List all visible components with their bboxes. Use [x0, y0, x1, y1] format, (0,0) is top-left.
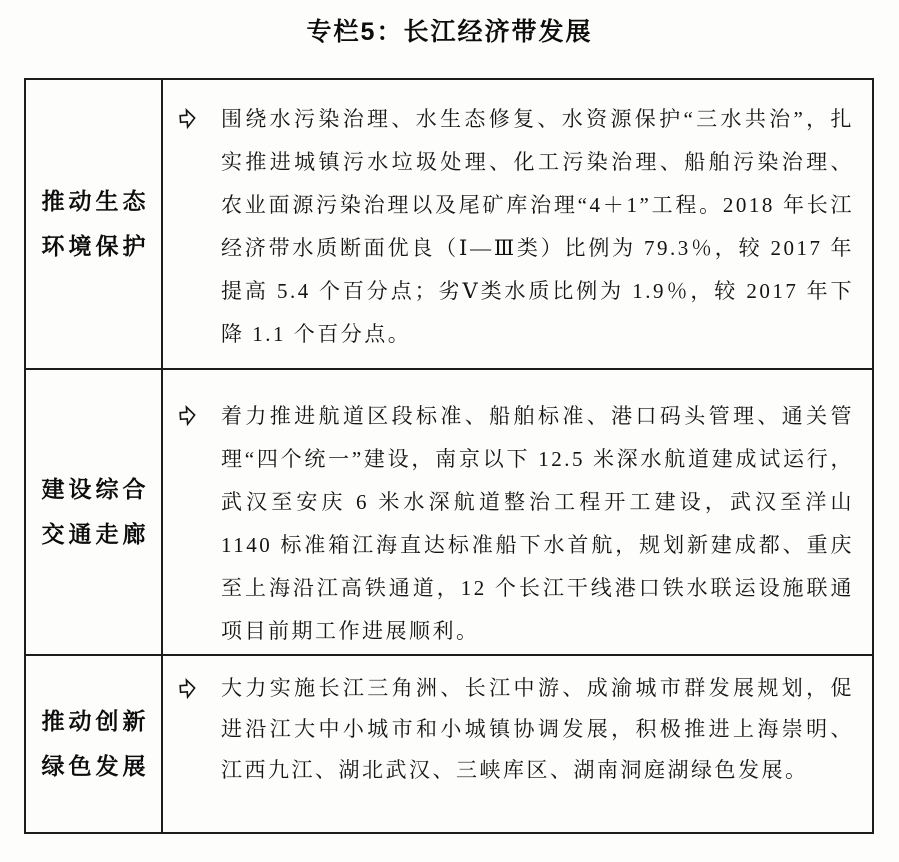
row-content-text: 大力实施长江三角洲、长江中游、成渝城市群发展规划，促进沿江大中小城市和小城镇协调发展，积极推进上海崇明、江西九江、湖北武汉、三峡库区、湖南洞庭湖绿色发展。 — [221, 676, 854, 782]
rightwards-white-arrow-icon — [178, 404, 197, 427]
row-content-paragraph — [177, 395, 854, 653]
row-label-text: 环境保护 — [41, 233, 150, 259]
row-label-transport — [26, 370, 163, 654]
row-content-cell — [163, 370, 872, 654]
page-title: 专栏5：长江经济带发展 — [306, 18, 593, 46]
row-content-text: 着力推进航道区段标准、船舶标准、港口码头管理、通关管理“四个统一”建设，南京以下 12.5 米深水航道建成试运行，武汉至安庆 6 米水深航道整治工程开工建设，武汉至洋山 1140 标准箱江海直达标准船下水首航，规划新建成都、重庆至上海沿江高铁通道，12 个长江干线港口铁水联运设施联通项目前期工作进展顺利。 — [221, 404, 854, 643]
row-label-text: 绿色发展 — [41, 753, 150, 779]
table-row — [26, 368, 872, 654]
row-label-innovation — [26, 656, 163, 832]
row-content-paragraph — [177, 668, 854, 791]
row-content-cell — [163, 80, 872, 368]
table-row — [26, 654, 872, 832]
rightwards-white-arrow-icon — [178, 677, 197, 700]
row-content-text: 围绕水污染治理、水生态修复、水资源保护“三水共治”，扎实推进城镇污水垃圾处理、化工污染治理、船舶污染治理、农业面源污染治理以及尾矿库治理“4＋1”工程。2018 年长江经济带水质断面优良（Ⅰ—Ⅲ类）比例为 79.3％，较 2017 年提高 5.4 个百分点；劣Ⅴ类水质比例为 1.9％，较 2017 年下降 1.1 个百分点。 — [221, 107, 854, 346]
row-label-text: 推动创新 — [41, 708, 150, 734]
row-label-text: 交通走廊 — [41, 521, 150, 547]
row-content-cell — [163, 656, 872, 832]
row-content-paragraph — [177, 98, 854, 356]
feature-box-table — [24, 78, 874, 834]
row-label-text: 推动生态 — [41, 188, 150, 214]
table-row — [26, 80, 872, 368]
row-label-text: 建设综合 — [41, 476, 150, 502]
row-label-ecology — [26, 80, 163, 368]
rightwards-white-arrow-icon — [178, 107, 197, 130]
